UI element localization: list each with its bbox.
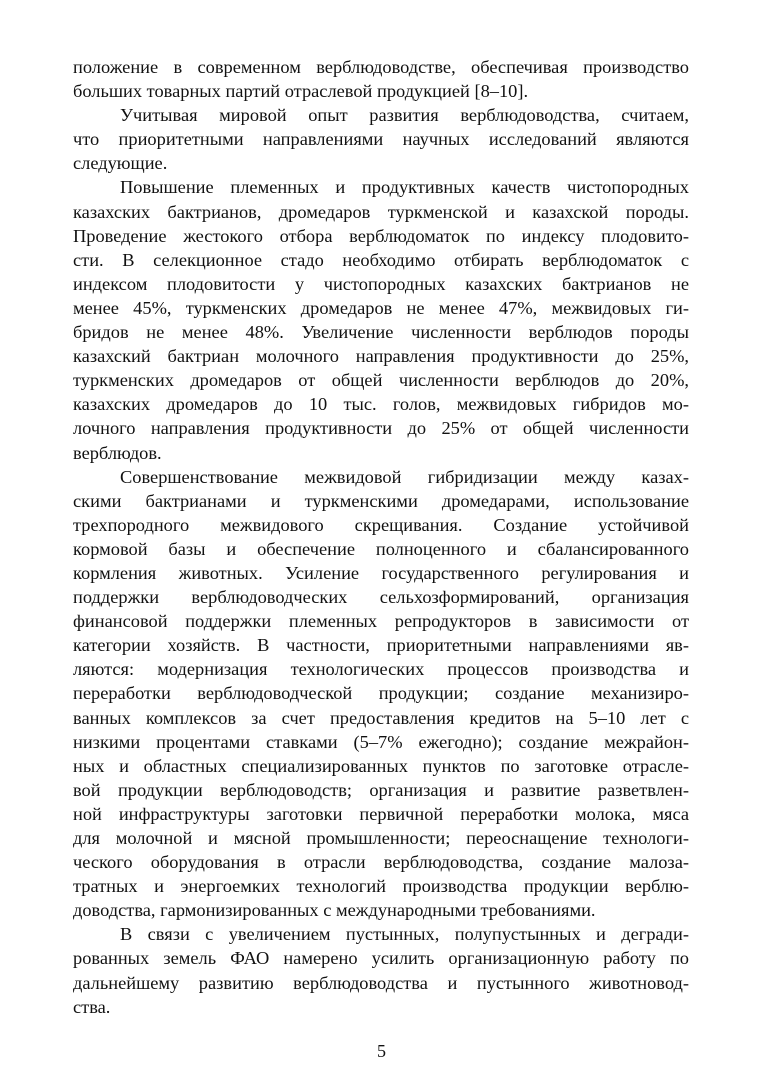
text-line: В связи с увеличением пустынных, полупустынных и дегради- [120, 924, 689, 945]
text-line: Проведение жестокого отбора верблюдоматок по индексу плодовито- [73, 225, 689, 246]
text-line: казахский бактриан молочного направления продуктивности до 25%, [73, 346, 689, 367]
text-line: трехпородного межвидового скрещивания. Создание устойчивой [73, 514, 689, 535]
paragraph [73, 103, 689, 175]
text-line: тратных и энергоемких технологий производства продукции верблю- [73, 876, 689, 897]
text-line: ства. [73, 996, 111, 1017]
body-text [73, 55, 689, 1019]
text-line: низкими процентами ставками (5–7% ежегодно); создание межрайон- [73, 731, 689, 752]
text-line: казахских дромедаров до 10 тыс. голов, межвидовых гибридов мо- [73, 394, 689, 415]
text-line: положение в современном верблюдоводстве, обеспечивая производство [73, 57, 689, 77]
text-line: дальнейшему развитию верблюдоводства и пустынного животновод- [73, 972, 689, 993]
text-line: поддержки верблюдоводческих сельхозформирований, организация [73, 587, 689, 608]
text-line: бридов не менее 48%. Увеличение численности верблюдов породы [73, 322, 689, 343]
text-line: ческого оборудования в отрасли верблюдоводства, создание малоза- [73, 852, 689, 873]
text-line: ной инфраструктуры заготовки первичной переработки молока, мяса [73, 803, 689, 824]
paragraph [73, 55, 689, 103]
text-line: верблюдов. [73, 442, 162, 463]
text-line: казахских бактрианов, дромедаров туркменской и казахской породы. [73, 201, 689, 222]
text-line: сти. В селекционное стадо необходимо отбирать верблюдоматок с [73, 249, 689, 270]
text-line: переработки верблюдоводческой продукции; создание механизиро- [73, 683, 689, 704]
text-line: туркменских дромедаров от общей численности верблюдов до 20%, [73, 370, 689, 391]
text-line: лочного направления продуктивности до 25% от общей численности [73, 418, 689, 439]
text-line: Учитывая мировой опыт развития верблюдоводства, считаем, [120, 105, 689, 126]
text-line: следующие. [73, 153, 168, 174]
text-line: что приоритетными направлениями научных исследований являются [73, 129, 689, 150]
text-line: для молочной и мясной промышленности; переоснащение технологи- [73, 828, 689, 848]
text-line: скими бактрианами и туркменскими дромедарами, использование [73, 490, 689, 511]
text-line: ляются: модернизация технологических процессов производства и [73, 659, 689, 680]
text-line: доводства, гармонизированных с международными требованиями. [73, 900, 596, 921]
page-number: 5 [377, 1041, 386, 1061]
paragraph [73, 175, 689, 464]
text-line: Совершенствование межвидовой гибридизации между казах- [120, 466, 689, 487]
paragraph [73, 922, 689, 1018]
text-line: вой продукции верблюдоводств; организация и развитие разветвлен- [73, 779, 689, 800]
text-line: менее 45%, туркменских дромедаров не менее 47%, межвидовых ги- [73, 297, 689, 318]
text-line: ных и областных специализированных пунктов по заготовке отрасле- [73, 755, 689, 776]
text-line: категории хозяйств. В частности, приоритетными направлениями яв- [73, 635, 689, 656]
text-line: индексом плодовитости у чистопородных казахских бактрианов не [73, 273, 689, 294]
text-line: финансовой поддержки племенных репродукторов в зависимости от [73, 611, 689, 632]
text-line: кормления животных. Усиление государственного регулирования и [73, 562, 689, 583]
text-line: больших товарных партий отраслевой продукцией [8–10]. [73, 81, 529, 102]
text-line: кормовой базы и обеспечение полноценного и сбалансированного [73, 538, 689, 559]
paragraph [73, 465, 689, 923]
text-line: ванных комплексов за счет предоставления кредитов на 5–10 лет с [73, 707, 689, 728]
text-line: рованных земель ФАО намерено усилить организационную работу по [73, 948, 689, 969]
text-line: Повышение племенных и продуктивных качеств чистопородных [120, 177, 689, 198]
